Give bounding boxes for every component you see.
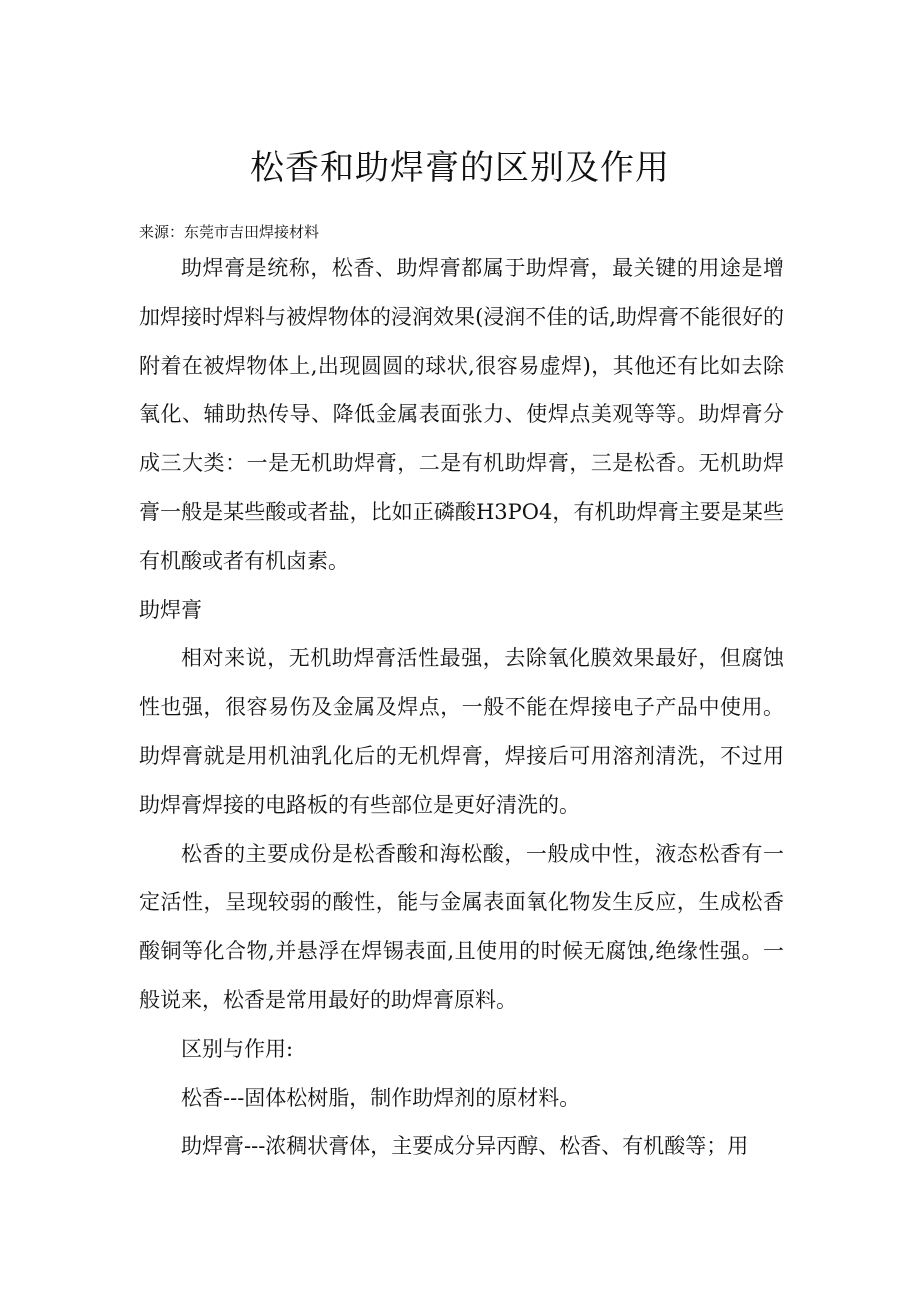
paragraph-flux-definition: 助焊膏---浓稠状膏体，主要成分异丙醇、松香、有机酸等；用 [181,1134,749,1159]
source-line: 来源：东莞市吉田焊接材料 [139,223,320,241]
paragraph-intro: 助焊膏是统称，松香、助焊膏都属于助焊膏，最关键的用途是增加焊接时焊料与被焊物体的浸润效果(浸润不佳的话,助焊膏不能很好的附着在被焊物体上,出现圆圆的球状,很容易虚焊)，其他还有比如去除氧化、辅助热传导、降低金属表面张力、使焊点美观等等。助焊膏分成三大类：一是无机助焊膏，二是有机助焊膏，三是松香。无机助焊膏一般是某些酸或者盐，比如正磷酸H3PO4，有机助焊膏主要是某些有机酸或者有机卤素。 [139,256,784,573]
document-body [139,244,784,1171]
paragraph-rosin: 松香的主要成份是松香酸和海松酸，一般成中性，液态松香有一定活性，呈现较弱的酸性，能与金属表面氧化物发生反应，生成松香酸铜等化合物,并悬浮在焊锡表面,且使用的时候无腐蚀,绝缘性强。一般说来，松香是常用最好的助焊膏原料。 [139,841,784,1012]
paragraph-inorganic: 相对来说，无机助焊膏活性最强，去除氧化膜效果最好，但腐蚀性也强，很容易伤及金属及焊点，一般不能在焊接电子产品中使用。助焊膏就是用机油乳化后的无机焊膏，焊接后可用溶剂清洗，不过用助焊膏焊接的电路板的有些部位是更好清洗的。 [139,646,784,817]
section-heading: 助焊膏 [139,597,202,622]
paragraph-difference-heading: 区别与作用: [181,1036,294,1061]
paragraph-rosin-definition: 松香---固体松树脂，制作助焊剂的原材料。 [181,1085,581,1110]
document-title: 松香和助焊膏的区别及作用 [250,148,670,188]
